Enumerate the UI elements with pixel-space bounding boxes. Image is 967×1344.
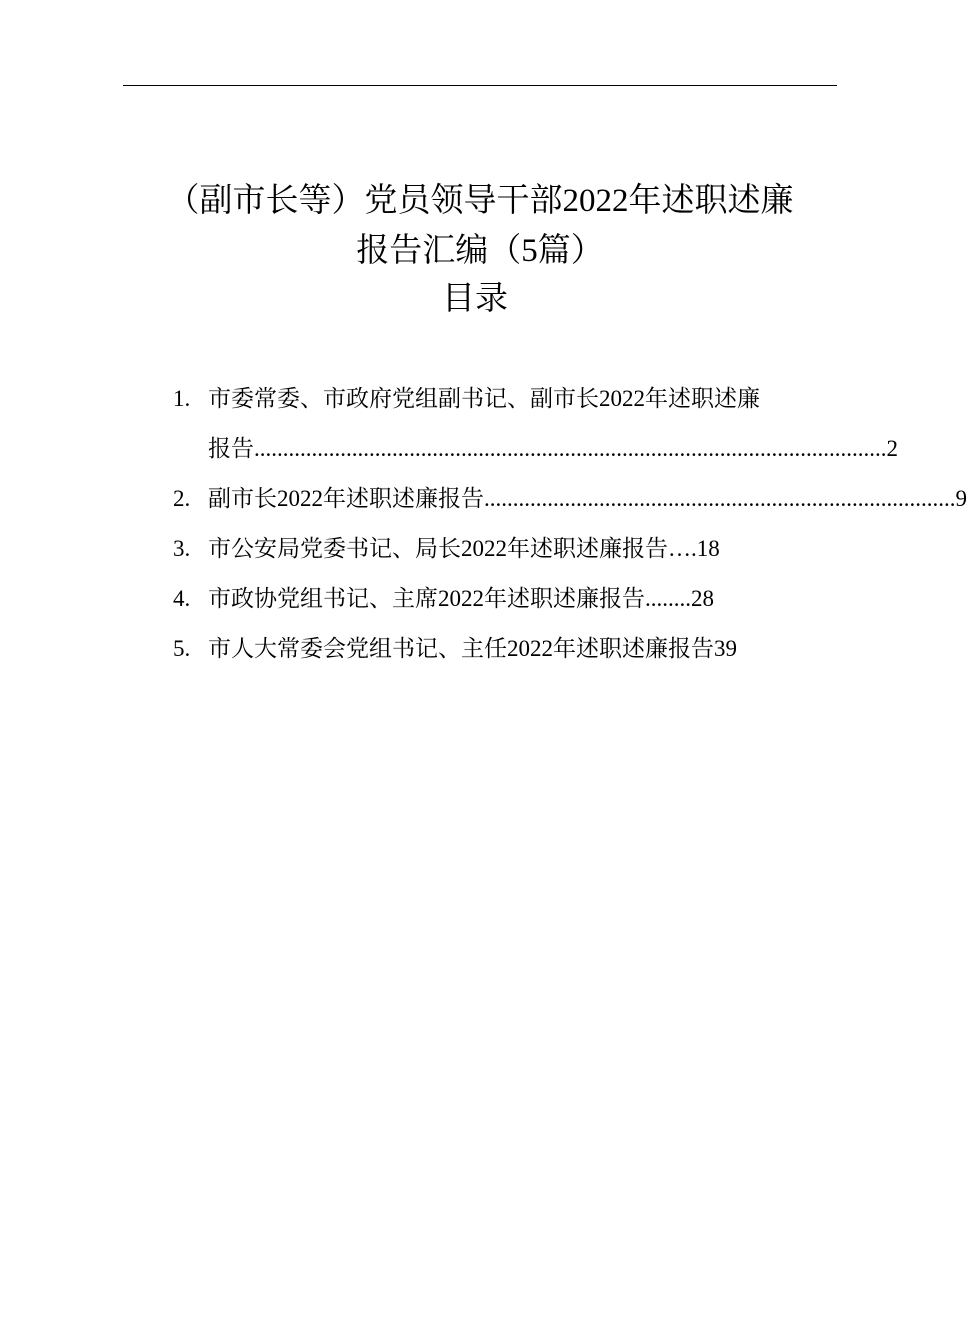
toc-entry-title: 市委常委、市政府党组副书记、副市长2022年述职述廉 — [208, 386, 760, 411]
toc-leader-dots: ........ — [645, 586, 691, 611]
toc-entry-number: 1. — [173, 386, 191, 411]
toc-entry-title-continued: 报告 — [208, 436, 254, 461]
toc-page-number: 39 — [714, 636, 737, 661]
toc-entry-number: 3. — [173, 536, 191, 561]
title-line-2: 报告汇编（5篇） — [356, 233, 604, 269]
toc-page-number: 18 — [696, 536, 720, 561]
toc-entry-line — [208, 524, 808, 574]
toc-entry-title: 市公安局党委书记、局长2022年述职述廉报告 — [208, 536, 668, 561]
toc-page-number: 2 — [886, 436, 898, 461]
toc-entry-line — [208, 574, 808, 624]
toc-leader-dots: .............................................................................................................. — [254, 436, 887, 461]
toc-leader-dots: .................................................................................. — [484, 486, 956, 511]
toc-entry-1[interactable] — [0, 374, 950, 424]
toc-entry-line — [208, 474, 967, 524]
toc-entry-number: 5. — [173, 636, 191, 661]
toc-entry-number: 4. — [173, 586, 191, 611]
toc-entry-title: 市政协党组书记、主席2022年述职述廉报告 — [208, 586, 645, 611]
toc-heading: 目录 — [442, 281, 508, 317]
toc-entry-line — [208, 424, 898, 474]
toc-entry-3[interactable] — [0, 524, 950, 574]
toc-leader-dots: …. — [668, 536, 697, 561]
toc-page-number: 28 — [691, 586, 714, 611]
title-line-1: （副市长等）党员领导干部2022年述职述廉 — [166, 183, 794, 219]
toc-page-number: 9 — [955, 486, 967, 511]
toc-entry-line — [208, 624, 833, 674]
header-rule — [123, 85, 837, 86]
toc-entry-4[interactable] — [0, 574, 950, 624]
toc-entry-title: 副市长2022年述职述廉报告 — [208, 486, 484, 511]
document-title — [110, 176, 850, 276]
toc-entry-1-continued[interactable] — [0, 424, 950, 474]
toc-entry-title: 市人大常委会党组书记、主任2022年述职述廉报告 — [208, 636, 714, 661]
toc-entry-number: 2. — [173, 486, 191, 511]
toc-entry-2[interactable] — [0, 474, 967, 524]
toc-entry-5[interactable] — [0, 624, 950, 674]
